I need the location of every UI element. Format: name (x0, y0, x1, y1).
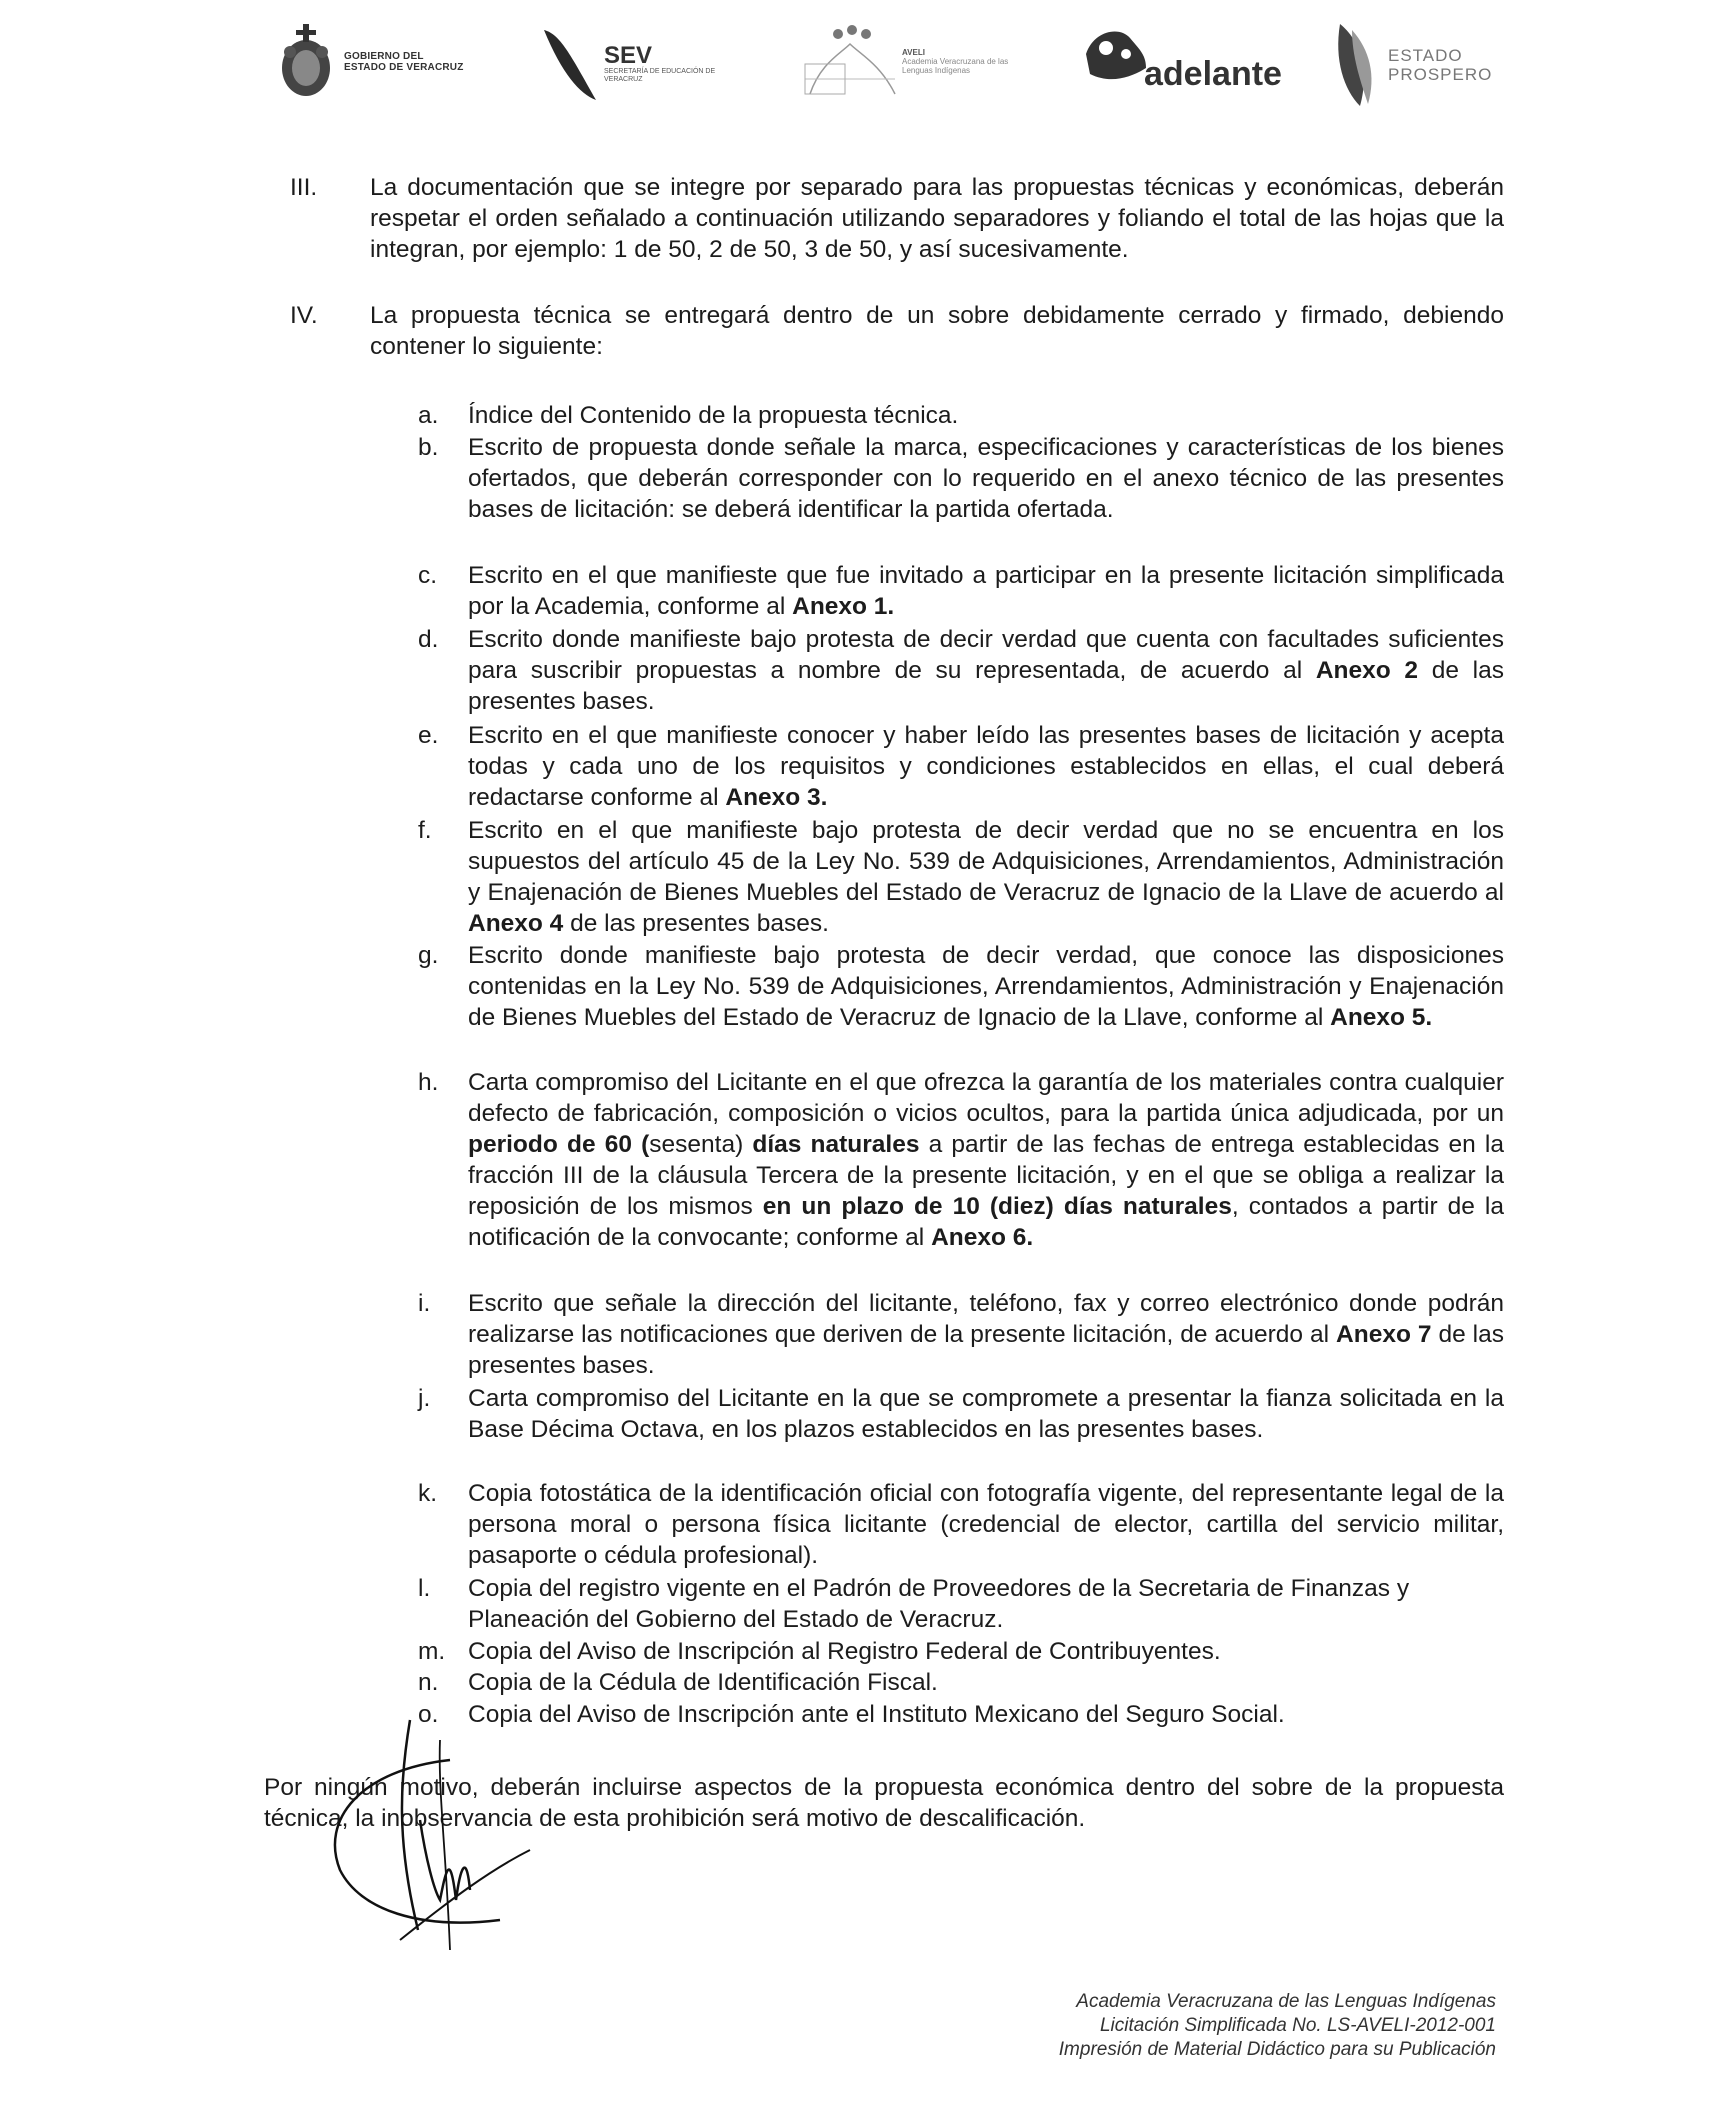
annex-ref: Anexo 7 (1336, 1321, 1432, 1348)
prospero-leaf-icon (1330, 20, 1380, 110)
gobierno-veracruz-logo (276, 22, 464, 102)
list-marker: d. (418, 626, 439, 653)
list-text (468, 1067, 1504, 1253)
text-run: Escrito en el que manifieste conocer y haber leído las presentes bases de licitación y acepta todas y cada uno de los requisitos y condiciones establecidos en ellas, el cual deberá redactarse conforme al (468, 722, 1504, 811)
text-run: Escrito donde manifieste bajo protesta de decir verdad que cuenta con facultades suficientes para suscribir propuestas a nombre de su representada, de acuerdo al (468, 626, 1504, 684)
list-marker: a. (418, 402, 439, 429)
list-text (468, 940, 1504, 1033)
annex-ref: Anexo 5. (1330, 1004, 1433, 1031)
text-run: Carta compromiso del Licitante en el que ofrezca la garantía de los materiales contra cualquier defecto de fabricación, composición o vicios ocultos, para la partida única adjudicada, por un (468, 1069, 1504, 1127)
list-text: Escrito de propuesta donde señale la marca, especificaciones y características de los bienes ofertados, que deberán corresponder con lo requerido en el anexo técnico de las presentes bases de licitación: se deberá identificar la partida ofertada. (468, 434, 1504, 523)
text-run: de las presentes bases. (468, 1321, 1504, 1379)
list-text: Copia del registro vigente en el Padrón de Proveedores de la Secretaria de Finanzas y Planeación del Gobierno del Estado de Veracruz. (468, 1575, 1410, 1633)
text-run: de las presentes bases. (563, 910, 829, 937)
gobierno-logo-text: GOBIERNO DEL ESTADO DE VERACRUZ (344, 51, 464, 73)
text-run: sesenta) (649, 1131, 753, 1158)
sev-logo (540, 24, 724, 104)
annex-ref: Anexo 3. (725, 784, 828, 811)
annex-ref: Anexo 4 (468, 910, 564, 937)
list-marker: o. (418, 1701, 439, 1728)
aveli-logo-subtext: Academia Veracruzana de las Lenguas Indígenas (902, 57, 1009, 75)
list-marker: f. (418, 817, 432, 844)
list-marker: b. (418, 434, 439, 461)
text-run: , contados a partir de la notificación de la convocante; conforme al (468, 1193, 1505, 1251)
footer-line: Impresión de Material Didáctico para su Publicación (1058, 2039, 1496, 2060)
section-text: La documentación que se integre por separado para las propuestas técnicas y económicas, deberán respetar el orden señalado a continuación utilizando separadores y foliando el total de las hojas que la integran, por ejemplo: 1 de 50, 2 de 50, 3 de 50, y así sucesivamente. (370, 174, 1504, 263)
footer-line: Academia Veracruzana de las Lenguas Indígenas (1076, 1991, 1496, 2012)
footer-line: Licitación Simplificada No. LS-AVELI-2012-001 (1099, 2015, 1496, 2036)
sev-logo-subtext: SECRETARÍA DE EDUCACIÓN DE VERACRUZ (604, 68, 716, 83)
adelante-logo (1080, 24, 1282, 94)
list-marker: l. (418, 1575, 431, 1602)
list-text (468, 560, 1504, 622)
section-text: La propuesta técnica se entregará dentro de un sobre debidamente cerrado y firmado, debiendo contener lo siguiente: (370, 302, 1504, 360)
list-text: Copia del Aviso de Inscripción ante el Instituto Mexicano del Seguro Social. (468, 1701, 1285, 1728)
text-run: Escrito donde manifieste bajo protesta de decir verdad, que conoce las disposiciones contenidas en la Ley No. 539 de Adquisiciones, Arrendamientos, Administración y Enajenación de Bienes Muebles del Estado de Veracruz de Ignacio de la Llave, conforme al (468, 942, 1504, 1031)
sev-swoosh-icon (540, 24, 600, 104)
list-marker: h. (418, 1069, 439, 1096)
list-text: Índice del Contenido de la propuesta técnica. (468, 402, 959, 429)
list-text: Copia de la Cédula de Identificación Fiscal. (468, 1669, 938, 1696)
aveli-figures-icon (800, 24, 900, 99)
aveli-logo (800, 24, 1022, 99)
list-text: Copia fotostática de la identificación oficial con fotografía vigente, del representante legal de la persona moral o persona física licitante (credencial de elector, cartilla del servicio militar, pasaporte o cédula profesional). (468, 1480, 1504, 1569)
prospero-text-2: PROSPERO (1388, 65, 1493, 84)
signature-icon (300, 1700, 560, 1960)
closing-paragraph: Por ningún motivo, deberán incluirse aspectos de la propuesta económica dentro del sobre de la propuesta técnica, la inobservancia de esta prohibición será motivo de descalificación. (264, 1774, 1504, 1832)
bold-run: periodo de 60 ( (468, 1131, 650, 1158)
text-run: Escrito en el que manifieste bajo protesta de decir verdad que no se encuentra en los supuestos del artículo 45 de la Ley No. 539 de Adquisiciones, Arrendamientos, Administración y Enajenación de Bienes Muebles del Estado de Veracruz de Ignacio de la Llave de acuerdo al (468, 817, 1504, 906)
letterhead (270, 20, 1510, 120)
list-marker: e. (418, 722, 439, 749)
handwritten-signature (300, 1700, 560, 1965)
list-text (468, 1288, 1504, 1381)
coat-of-arms-icon (276, 22, 336, 102)
adelante-logo-text: adelante (1144, 54, 1282, 93)
list-marker: j. (418, 1385, 431, 1412)
list-text (468, 815, 1504, 939)
list-text: Copia del Aviso de Inscripción al Registro Federal de Contribuyentes. (468, 1638, 1221, 1665)
annex-ref: Anexo 6. (931, 1224, 1034, 1251)
text-run: a partir de las fechas de entrega establecidas en la fracción III de la cláusula Tercera de la presente licitación, y en el que se obliga a realizar la reposición de los mismos (468, 1131, 1504, 1220)
list-marker: m. (418, 1638, 446, 1665)
bold-run: días naturales (752, 1131, 920, 1158)
adelante-figures-icon (1080, 24, 1150, 94)
page-footer (1059, 1990, 1496, 2062)
annex-ref: Anexo 1. (792, 593, 895, 620)
sev-logo-text: SEV (604, 42, 653, 69)
list-marker: n. (418, 1669, 439, 1696)
list-marker: k. (418, 1480, 438, 1507)
prospero-text-1: ESTADO (1388, 46, 1463, 65)
estado-prospero-logo (1330, 20, 1492, 110)
aveli-logo-text: AVELI (902, 48, 925, 57)
list-marker: g. (418, 942, 439, 969)
list-marker: i. (418, 1290, 431, 1317)
list-text (468, 720, 1504, 813)
bold-run: en un plazo de 10 (diez) días naturales (762, 1193, 1232, 1220)
text-run: de las presentes bases. (468, 657, 1504, 715)
section-marker: IV. (290, 302, 318, 329)
section-marker: III. (290, 174, 318, 201)
list-marker: c. (418, 562, 438, 589)
list-text: Carta compromiso del Licitante en la que se compromete a presentar la fianza solicitada en la Base Décima Octava, en los plazos establecidos en las presentes bases. (468, 1385, 1504, 1443)
text-run: Escrito en el que manifieste que fue invitado a participar en la presente licitación simplificada por la Academia, conforme al (468, 562, 1504, 620)
list-text (468, 624, 1504, 717)
annex-ref: Anexo 2 (1315, 657, 1419, 684)
text-run: Escrito que señale la dirección del licitante, teléfono, fax y correo electrónico donde podrán realizarse las notificaciones que deriven de la presente licitación, de acuerdo al (468, 1290, 1504, 1348)
